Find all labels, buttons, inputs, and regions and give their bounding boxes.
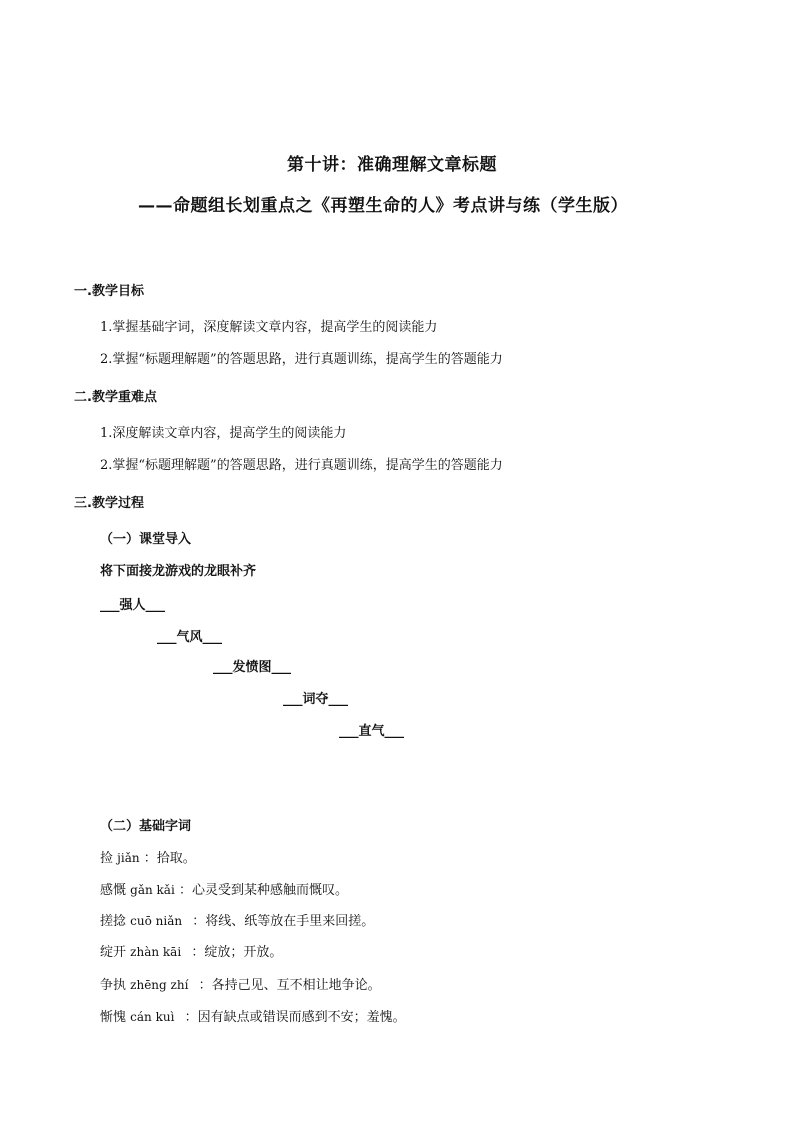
vocab-pinyin: zhàn kāi [130, 945, 182, 959]
key-point-item: 1.深度解读文章内容，提高学生的阅读能力 [100, 426, 347, 441]
objective-item: 2.掌握“标题理解题”的答题思路，进行真题训练，提高学生的答题能力 [100, 352, 503, 367]
vocab-word: 捡 [100, 851, 114, 866]
vocab-definition: ：心灵受到某种感触而慨叹。 [178, 883, 348, 898]
section-heading-key-points: 二.教学重难点 [74, 390, 157, 405]
vocab-word: 绽开 [100, 945, 127, 960]
document-title: 第十讲：准确理解文章标题 [287, 155, 497, 175]
subsection-heading-vocabulary: （二）基础字词 [100, 819, 192, 834]
vocab-pinyin: zhēng zhí [130, 978, 189, 992]
vocab-definition: ：拾取。 [143, 851, 196, 866]
vocab-definition: ：绽放；开放。 [191, 945, 283, 960]
vocab-pinyin: cán kuì [130, 1010, 175, 1024]
key-point-item: 2.掌握“标题理解题”的答题思路，进行真题训练，提高学生的答题能力 [100, 458, 503, 473]
vocab-entry [100, 974, 381, 993]
idiom-chain-item: ___强人___ [100, 598, 166, 613]
vocab-entry [100, 879, 348, 898]
vocab-pinyin: jiǎn [117, 851, 140, 865]
idiom-chain-item: ___词夺___ [283, 692, 349, 707]
vocab-word: 感慨 [100, 883, 127, 898]
vocab-word: 争执 [100, 978, 127, 993]
vocab-word: 搓捻 [100, 914, 127, 929]
vocab-entry [100, 1006, 406, 1025]
vocab-entry [100, 847, 196, 866]
game-instruction: 将下面接龙游戏的龙眼补齐 [100, 564, 257, 579]
objective-item: 1.掌握基础字词，深度解读文章内容，提高学生的阅读能力 [100, 320, 438, 335]
vocab-entry [100, 910, 374, 929]
section-heading-process: 三.教学过程 [74, 496, 144, 511]
vocab-definition: ：因有缺点或错误而感到不安；羞愧。 [184, 1010, 406, 1025]
vocab-definition: ：将线、纸等放在手里来回搓。 [192, 914, 375, 929]
document-subtitle: ——命题组长划重点之《再塑生命的人》考点讲与练（学生版） [138, 196, 628, 216]
vocab-entry [100, 941, 282, 960]
vocab-pinyin: cuō niǎn [130, 914, 183, 928]
subsection-heading-intro: （一）课堂导入 [100, 532, 192, 547]
section-heading-objectives: 一.教学目标 [74, 284, 144, 299]
idiom-chain-item: ___气风___ [157, 630, 223, 645]
idiom-chain-item: ___直气___ [339, 724, 405, 739]
vocab-word: 惭愧 [100, 1010, 127, 1025]
vocab-definition: ：各持己见、互不相让地争论。 [198, 978, 381, 993]
idiom-chain-item: ___发愤图___ [213, 660, 292, 675]
vocab-pinyin: gǎn kǎi [130, 883, 175, 897]
